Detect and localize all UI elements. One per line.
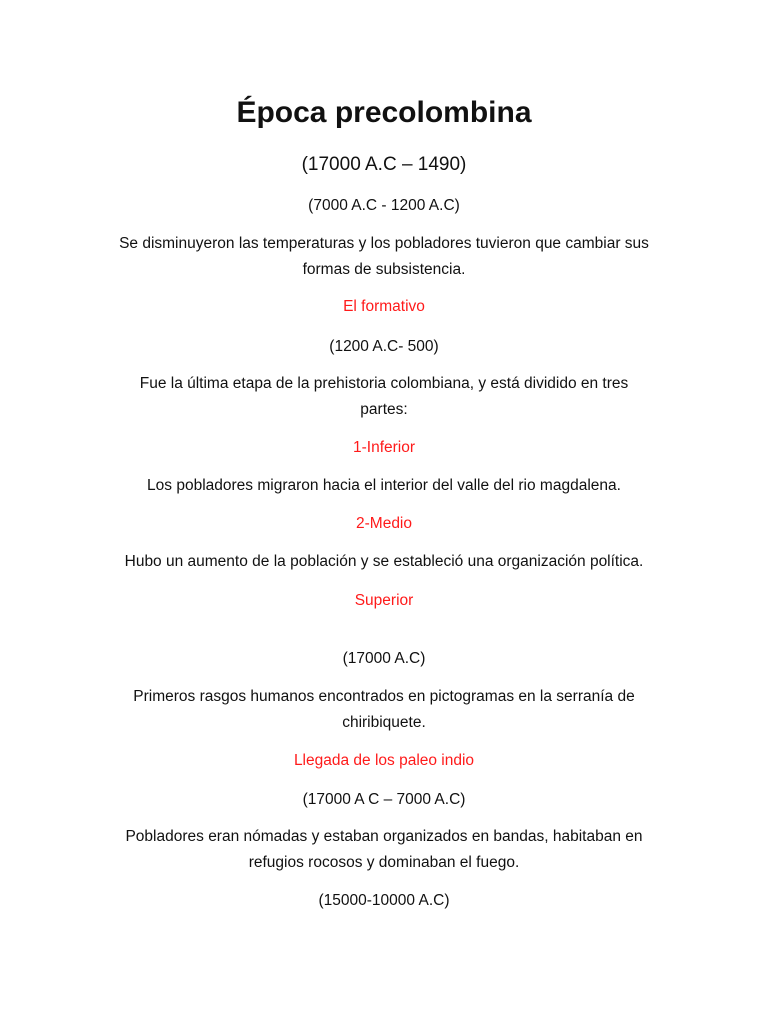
section-heading-medio: 2-Medio (356, 515, 412, 532)
date-range: (17000 A.C) (342, 650, 426, 667)
section-heading-inferior: 1-Inferior (352, 439, 416, 456)
date-range: (15000-10000 A.C) (318, 892, 450, 909)
paragraph: Fue la última etapa de la prehistoria colombiana, y está dividido en tres partes: (139, 375, 629, 418)
date-range: (7000 A.C - 1200 A.C) (308, 197, 460, 214)
period-range: (17000 A.C – 1490) (301, 154, 467, 175)
paragraph: Hubo un aumento de la población y se estableció una organización política. (124, 553, 644, 570)
date-range: (17000 A C – 7000 A.C) (302, 791, 466, 808)
paragraph: Pobladores eran nómadas y estaban organizados en bandas, habitaban en refugios rocosos y dominaban el fuego. (125, 828, 643, 871)
paragraph: Primeros rasgos humanos encontrados en pictogramas en la serranía de chiribiquete. (133, 688, 635, 731)
section-heading-paleo-indio: Llegada de los paleo indio (293, 752, 475, 769)
date-range: (1200 A.C- 500) (329, 338, 439, 355)
paragraph: Los pobladores migraron hacia el interior del valle del rio magdalena. (147, 477, 621, 494)
page-title: Época precolombina (236, 96, 532, 129)
section-heading-formativo: El formativo (343, 298, 425, 315)
section-heading-superior: Superior (354, 592, 414, 609)
paragraph: Se disminuyeron las temperaturas y los pobladores tuvieron que cambiar sus formas de subsistencia. (119, 235, 649, 278)
